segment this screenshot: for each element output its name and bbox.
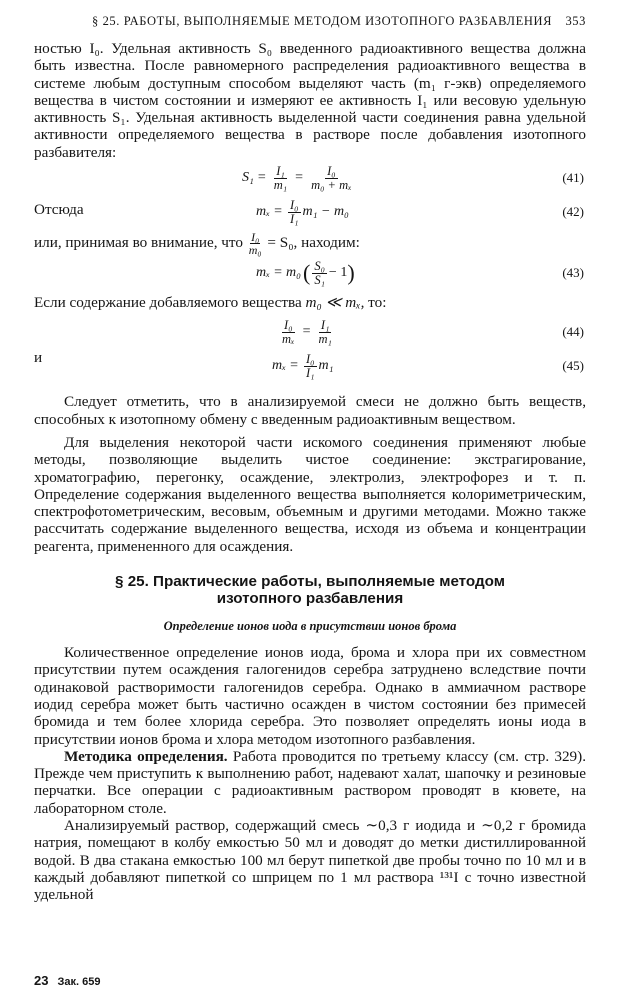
paragraph-halides: Количественное определение ионов иода, брома и хлора при их совместном присутствии путем осаждения галогенидов серебра затруднено вследствие почти одинаковой растворимости галогенидов серебра. Однако в аммиачном растворе иодид серебра может быть частично осажден в чистом состоянии без примесей бромида и тем более хлорида серебра. Это позволяет определять ионы иода в присутствии ионов брома и хлора методом изотопного разбавления. [34, 644, 586, 748]
ili-text-b: = S₀, находим: [267, 234, 360, 252]
equation-41 [34, 161, 586, 195]
footer-signature: 23 [34, 973, 49, 988]
equation-43-expr: mₓ = m₀ ( $\frac{\text{S₀}}{\text{S₁}}$ − 1 ) [256, 258, 355, 287]
eq44-frac2 [317, 319, 334, 346]
eq42-frac [288, 199, 301, 226]
running-head-title: § 25. РАБОТЫ, ВЫПОЛНЯЕМЫЕ МЕТОДОМ ИЗОТОПНОГО РАЗБАВЛЕНИЯ [92, 14, 553, 28]
equation-41-expr: S₁ = $\frac{\text{I₁}}{\text{m₁}}$ = $\frac{\text{I₀}}{\text{m₀ + mₓ}}$ [242, 163, 352, 192]
otsyuda-text: Отсюда [34, 201, 84, 219]
eq44-frac2-den: m₁ [318, 331, 332, 346]
ili-text-a: или, принимая во внимание, что [34, 234, 243, 252]
equation-45-expr: mₓ = $\frac{\text{I₀}}{\text{I₁}}$ m₁ [272, 351, 334, 380]
page [34, 14, 586, 904]
eq45-number: (45) [562, 358, 584, 374]
eq42-tail: m₁ − m₀ [302, 204, 349, 220]
paragraph-procedure [34, 748, 586, 817]
eq41-frac1-num: I₁ [276, 163, 285, 178]
eq44-frac1-den: mₓ [282, 331, 295, 346]
page-number: 353 [565, 14, 586, 28]
running-head [92, 14, 586, 29]
eq43-frac-den: S₁ [314, 272, 325, 287]
footer [34, 973, 101, 988]
paragraph-methods: Для выделения некоторой части искомого соединения применяют любые методы, позволяющие выделить чистое соединение: экстрагирование, хроматографию, перегонку, осаждение, электролиз, электрофорез и т. п. Определение содержания выделенного вещества выполняется колориметрическим, спектрофотометрическим, весовым, объемным и другими методами. Можно также рассчитать содержание выделенного вещества, исходя из объема и концентрации реагента, примененного для осаждения. [34, 433, 586, 555]
eq41-frac1 [272, 165, 289, 192]
eq45-frac-den: I₁ [306, 365, 315, 380]
eq41-number: (41) [562, 170, 584, 186]
eq41-lhs: S₁ [242, 170, 254, 186]
eq43-frac-num: S₀ [314, 258, 325, 273]
section-title-line2: изотопного разбавления [216, 590, 404, 608]
equation-45 [34, 349, 586, 383]
paragraph-intro: ностью I₀. Удельная активность S₀ введенного радиоактивного вещества должна быть известна. После равномерного распределения радиоактивного вещества в системе любым доступным способом выделяют часть (m₁ г-экв) определяемого вещества в чистом состоянии и измеряют ее активность I₁ или весовую удельную активность S₁. Удельная активность выделенной части соединения равна удельной активности определяемого вещества в растворе после добавления изотопного разбавителя: [34, 40, 586, 161]
eq44-number: (44) [562, 324, 584, 340]
eq45-frac-num: I₀ [306, 351, 315, 366]
eq42-frac-den: I₁ [290, 211, 299, 226]
procedure-label: Методика определения. [64, 747, 228, 765]
esli-text-a: Если содержание добавляемого вещества [34, 294, 302, 312]
eq41-frac2-den: m₀ + mₓ [311, 177, 352, 192]
subsection-title: Определение ионов иода в присутствии ионов брома [163, 619, 457, 634]
eq43-frac [312, 260, 327, 287]
eq45-frac [304, 353, 317, 380]
inline-frac-den: m₀ [248, 243, 262, 258]
eq43-number: (43) [562, 265, 584, 281]
inline-frac [249, 231, 262, 256]
eq44-frac2-num: I₁ [320, 317, 330, 332]
section-title [34, 573, 586, 607]
procedure-text: Работа проводится по третьему классу (см. стр. 329). Прежде чем приступить к выполнению работ, надевают халат, шапочку и резиновые перчатки. Все операции с радиоактивным раствором проводят в кювете, на лабораторном столе. [34, 747, 587, 817]
equation-44 [34, 315, 586, 349]
equation-42-expr: mₓ = $\frac{\text{I₀}}{\text{I₁}}$ m₁ − m₀ [256, 197, 349, 226]
section-title-line1: § 25. Практические работы, выполняемые методом [115, 573, 505, 591]
eq44-frac1-num: I₀ [284, 317, 293, 332]
paragraph-note: Следует отметить, что в анализируемой смеси не должно быть веществ, способных к изотопному обмену с введенным радиоактивным веществом. [34, 393, 586, 428]
eq42-lhs: mₓ [256, 204, 271, 220]
inline-frac-num: I₀ [251, 230, 260, 245]
esli-text-b: m₀ ≪ mₓ, [305, 294, 365, 312]
eq41-frac2 [309, 165, 354, 192]
eq45-tail: m₁ [318, 358, 334, 374]
eq41-frac1-den: m₁ [273, 177, 288, 192]
equation-43 [34, 256, 586, 290]
equation-42 [34, 195, 586, 229]
i-text: и [34, 349, 43, 367]
footer-order: Зак. 659 [57, 976, 101, 988]
paragraph-analysis: Анализируемый раствор, содержащий смесь ∼0,3 г иодида и ∼0,2 г бромида натрия, помещают в колбу емкостью 50 мл и доводят до метки дистиллированной водой. В два стакана емкостью 100 мл берут пипеткой две пробы точно по 10 мл и в каждый добавляют пипеткой со шприцем по 1 мл раствора ¹³¹I с точно известной удельной [34, 817, 586, 904]
eq44-frac1 [280, 319, 297, 346]
eq42-number: (42) [562, 204, 584, 220]
eq42-frac-num: I₀ [290, 197, 299, 212]
eq43-tail: − 1 [328, 265, 348, 281]
eq43-mid: m₀ [286, 265, 301, 281]
equation-44-expr: $\frac{\text{I₀}}{\text{mₓ}}$ = $\frac{\text{I₁}}{\text{m₁}}$ [282, 317, 332, 346]
paragraph-taking-into-account [34, 231, 586, 256]
eq41-frac2-num: I₀ [327, 163, 336, 178]
eq45-lhs: mₓ [272, 358, 287, 374]
esli-text-c: то: [368, 294, 387, 312]
paragraph-if-content [34, 294, 586, 311]
eq43-lhs: mₓ [256, 265, 271, 281]
